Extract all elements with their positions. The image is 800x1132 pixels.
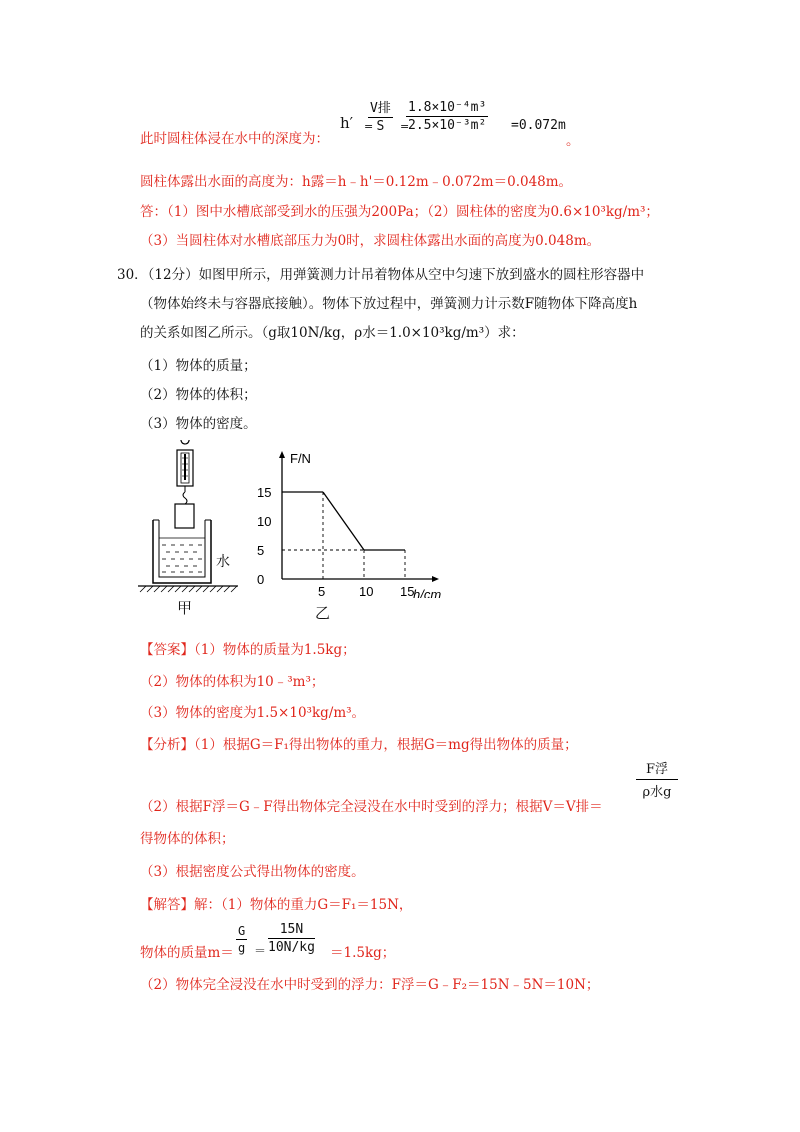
apparatus-figure [138, 440, 248, 620]
analysis-line-1: （1）根据G＝F₁得出物体的重力，根据G＝mg得出物体的质量； [194, 737, 578, 753]
solution-block [140, 896, 412, 914]
h-prime: h′ [340, 114, 354, 132]
depth-result: =0.072m [511, 118, 566, 133]
answer-item-2: （2）物体的体积为10﹣³m³； [140, 674, 325, 690]
fraction-buoyancy-volume [636, 758, 678, 800]
fraction-denominator: S [376, 119, 385, 134]
fraction-v-over-s [368, 97, 393, 134]
y-tick-label: 15 [257, 485, 272, 500]
container-icon [153, 520, 211, 583]
analysis-block [140, 736, 578, 754]
fraction-numerator: V排 [368, 97, 393, 118]
fraction-denominator: 10N/kg [268, 940, 315, 955]
mass-result: ＝1.5kg； [330, 945, 396, 961]
answer-item-1: （1）物体的质量为1.5kg； [194, 642, 356, 658]
y-tick-label: 5 [257, 543, 265, 558]
question-item-3: （3）物体的密度。 [140, 416, 257, 432]
exposed-height-line: 圆柱体露出水面的高度为：h露＝h﹣h'＝0.12m﹣0.072m＝0.048m。 [140, 174, 573, 190]
ground-hatching [140, 586, 237, 592]
solution-tag: 【解答】 [140, 897, 194, 913]
question-line-3: 的关系如图乙所示。（g取10N/kg，ρ水＝1.0×10³kg/m³）求： [140, 325, 525, 341]
answer-item-3: （3）物体的密度为1.5×10³kg/m³。 [140, 705, 366, 721]
y-tick-label: 10 [257, 514, 272, 529]
hook-icon [181, 440, 189, 444]
answer-block [140, 641, 356, 659]
x-tick-label: 10 [359, 584, 374, 598]
mass-label: 物体的质量m＝ [140, 945, 234, 961]
analysis-tag: 【分析】 [140, 737, 194, 753]
x-axis-arrow-icon [432, 576, 439, 582]
series-segment [323, 492, 364, 550]
x-tick-label: 15 [400, 584, 415, 598]
answer-tag: 【答案】 [140, 642, 194, 658]
solution-line-2: （2）物体完全浸没在水中时受到的浮力：F浮＝G﹣F₂＝15N﹣5N＝10N； [140, 977, 600, 993]
fraction-g-over-g [236, 924, 247, 955]
y-tick-label: 0 [257, 572, 265, 587]
x-axis-label: h/cm [413, 587, 442, 598]
equals-sign: ＝ [254, 944, 267, 958]
fraction-numerator: 1.8×10⁻⁴m³ [408, 100, 487, 115]
equals-sign: = [364, 120, 374, 133]
y-axis-label: F/N [290, 451, 311, 466]
depth-label: 此时圆柱体浸在水中的深度为： [140, 131, 329, 147]
water-label: 水 [216, 554, 230, 570]
answer-line-2: （3）当圆柱体对水槽底部压力为0时，求圆柱体露出水面的高度为0.048m。 [140, 233, 601, 249]
block-icon [175, 504, 194, 528]
y-axis-arrow-icon [279, 451, 285, 458]
fraction-denominator: g [238, 941, 246, 955]
water-hatching [162, 545, 202, 572]
figure-caption-right: 乙 [315, 604, 331, 622]
fraction-numerator: F浮 [636, 758, 678, 780]
fraction-mass-calc [268, 922, 315, 955]
fraction-volume-over-area [406, 100, 488, 133]
fraction-numerator: G [238, 924, 246, 938]
figure-caption-left: 甲 [177, 599, 193, 617]
force-height-chart [255, 448, 455, 598]
fraction-numerator: 15N [268, 922, 315, 939]
analysis-line-3: 得物体的体积； [140, 831, 235, 847]
x-tick-label: 5 [318, 584, 326, 598]
question-item-1: （1）物体的质量； [140, 358, 257, 374]
fraction-denominator: 2.5×10⁻³m² [408, 118, 487, 133]
question-line-1: 30．（12分）如图甲所示，用弹簧测力计吊着物体从空中匀速下放到盛水的圆柱形容器中 [117, 267, 645, 283]
fraction-denominator: ρ水g [642, 785, 672, 800]
period-mark: 。 [566, 133, 580, 149]
answer-line-1: 答：（1）图中水槽底部受到水的压强为200Pa；（2）圆柱体的密度为0.6×10³kg/m³； [140, 204, 659, 220]
equals-sign: = [400, 120, 410, 133]
analysis-line-4: （3）根据密度公式得出物体的密度。 [140, 864, 365, 880]
solution-line-1: 解：（1）物体的重力G＝F₁＝15N， [194, 897, 413, 913]
analysis-line-2: （2）根据F浮＝G﹣F得出物体完全浸没在水中时受到的浮力；根据V＝V排＝ [140, 799, 603, 815]
question-item-2: （2）物体的体积； [140, 387, 257, 403]
question-line-2: （物体始终未与容器底接触）。物体下放过程中，弹簧测力计示数F随物体下降高度h [140, 296, 638, 312]
